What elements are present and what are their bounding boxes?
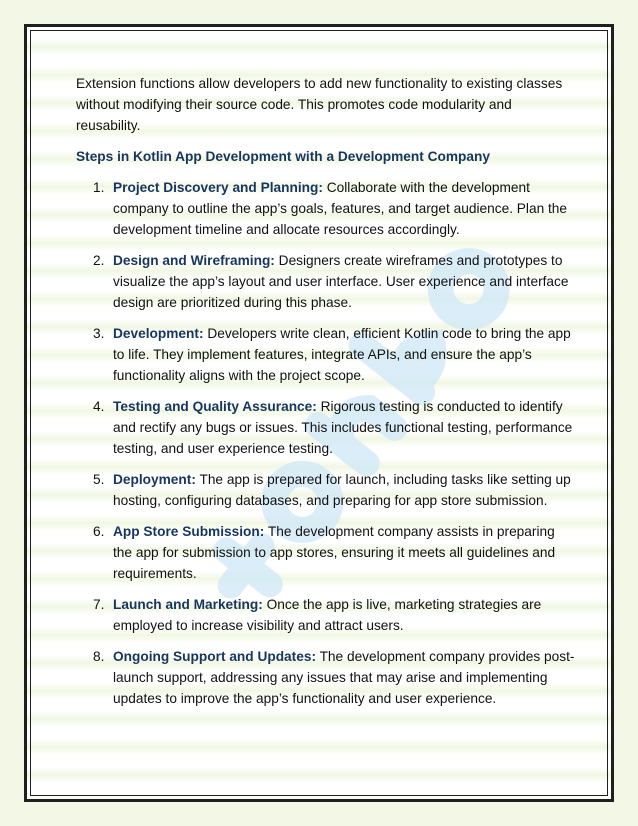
list-item-number: 6.: [93, 524, 105, 539]
list-item-text: Once the app is live, marketing strategies are employed to increase visibility and attract users.: [113, 597, 542, 633]
list-item-number: 2.: [93, 253, 105, 268]
list-item: [76, 250, 576, 313]
list-item-number: 1.: [93, 180, 105, 195]
list-item-text: The development company provides post-launch support, addressing any issues that may arise and implementing updates to improve the app’s functionality and user experience.: [113, 649, 575, 706]
list-item: [76, 323, 576, 386]
intro-paragraph: Extension functions allow developers to add new functionality to existing classes without modifying their source code. This promotes code modularity and reusability.: [76, 76, 563, 133]
list-item-text: Collaborate with the development company to outline the app’s goals, features, and target audience. Plan the development timeline and allocate resources accordingly.: [113, 180, 568, 237]
list-item-number: 4.: [93, 399, 105, 414]
list-item: [76, 177, 576, 240]
list-item-term: Testing and Quality Assurance:: [113, 399, 317, 414]
list-item-number: 3.: [93, 326, 105, 341]
list-item-text: Developers write clean, efficient Kotlin code to bring the app to life. They implement features, integrate APIs, and ensure the app’s functionality aligns with the project scope.: [113, 326, 571, 383]
list-item-text: The development company assists in preparing the app for submission to app stores, ensuring it meets all guidelines and requirements.: [113, 524, 556, 581]
section-heading: Steps in Kotlin App Development with a Development Company: [76, 149, 490, 164]
list-item-text: The app is prepared for launch, including tasks like setting up hosting, configuring databases, and preparing for app store submission.: [113, 472, 571, 508]
list-item-term: Ongoing Support and Updates:: [113, 649, 317, 664]
list-item-term: Development:: [113, 326, 204, 341]
list-item: [76, 521, 576, 584]
list-item: [76, 594, 576, 636]
list-item-number: 8.: [93, 649, 105, 664]
document-body: [76, 73, 576, 719]
list-item-number: 5.: [93, 472, 105, 487]
list-item: [76, 646, 576, 709]
steps-list: [76, 177, 576, 709]
list-item-text: Rigorous testing is conducted to identify and rectify any bugs or issues. This includes functional testing, performance testing, and user experience testing.: [113, 399, 573, 456]
list-item-term: App Store Submission:: [113, 524, 265, 539]
list-item: [76, 469, 576, 511]
list-item-term: Launch and Marketing:: [113, 597, 263, 612]
list-item-term: Project Discovery and Planning:: [113, 180, 323, 195]
list-item-term: Deployment:: [113, 472, 196, 487]
list-item: [76, 396, 576, 459]
list-item-term: Design and Wireframing:: [113, 253, 275, 268]
list-item-number: 7.: [93, 597, 105, 612]
list-item-text: Designers create wireframes and prototypes to visualize the app’s layout and user interface. User experience and interface design are prioritized during this phase.: [113, 253, 569, 310]
